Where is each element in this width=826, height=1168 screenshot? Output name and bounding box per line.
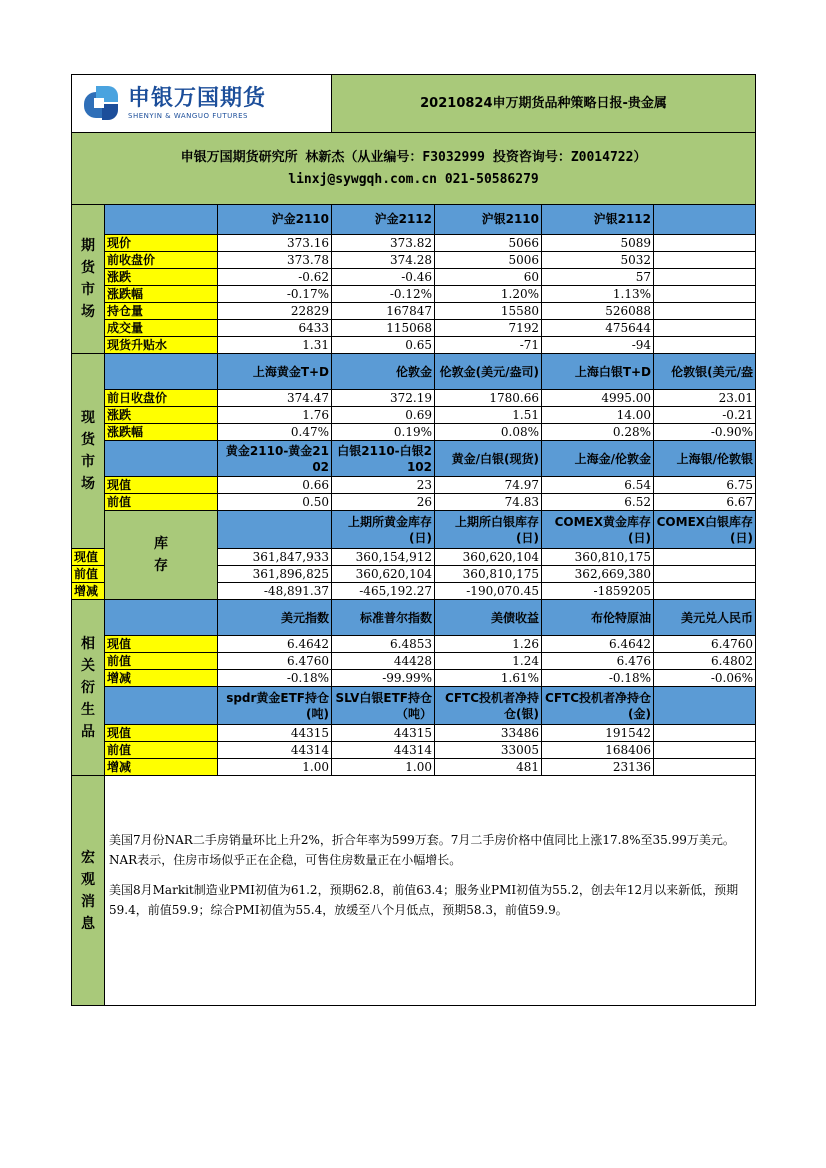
row-label: 前值 — [105, 653, 218, 670]
cell: 74.83 — [435, 494, 542, 511]
cell: 373.78 — [218, 252, 332, 269]
col-header: 沪金2110 — [218, 205, 332, 235]
cell: -0.90% — [654, 424, 756, 441]
news-paragraph: 美国7月份NAR二手房销量环比上升2%，折合年率为599万套。7月二手房价格中值同比上涨17.8%至35.99万美元。NAR表示，住房市场似乎正在企稳，可售住房数量正在小幅增长。 — [109, 833, 735, 867]
cell: -99.99% — [332, 670, 435, 687]
cell: 33005 — [435, 742, 542, 759]
row-label: 增减 — [105, 759, 218, 776]
cell: 1780.66 — [435, 390, 542, 407]
col-header: spdr黄金ETF持仓(吨) — [218, 687, 332, 725]
cell: 14.00 — [542, 407, 654, 424]
cell: 6.4642 — [218, 636, 332, 653]
row-label: 前值 — [105, 742, 218, 759]
cell: 33486 — [435, 725, 542, 742]
col-header: 上海白银T+D — [542, 354, 654, 390]
row-label: 前收盘价 — [105, 252, 218, 269]
logo-mark-icon — [82, 84, 122, 124]
cell: 57 — [542, 269, 654, 286]
cell: 373.16 — [218, 235, 332, 252]
cell: 22829 — [218, 303, 332, 320]
cell: 0.08% — [435, 424, 542, 441]
col-header: 美元指数 — [218, 600, 332, 636]
corner-cell — [218, 511, 332, 549]
cell: -0.21 — [654, 407, 756, 424]
cell — [654, 583, 756, 600]
section-spot: 现货市场 — [72, 354, 105, 549]
col-header: COMEX黄金库存(日) — [542, 511, 654, 549]
cell: -1859205 — [542, 583, 654, 600]
cell: 1.24 — [435, 653, 542, 670]
row-label: 成交量 — [105, 320, 218, 337]
col-header: 伦敦金 — [332, 354, 435, 390]
cell: 360,620,104 — [435, 549, 542, 566]
col-header: 白银2110-白银2102 — [332, 441, 435, 477]
section-macro: 宏观消息 — [72, 776, 105, 1006]
cell: 26 — [332, 494, 435, 511]
cell: -0.12% — [332, 286, 435, 303]
cell — [654, 235, 756, 252]
cell: -0.18% — [542, 670, 654, 687]
row-label: 现值 — [105, 477, 218, 494]
cell — [654, 269, 756, 286]
cell: 6.4760 — [218, 653, 332, 670]
cell: 6433 — [218, 320, 332, 337]
col-header: 沪银2112 — [542, 205, 654, 235]
cell: 374.47 — [218, 390, 332, 407]
row-label: 现货升贴水 — [105, 337, 218, 354]
cell: 6.54 — [542, 477, 654, 494]
col-header: SLV白银ETF持仓（吨） — [332, 687, 435, 725]
cell: 0.69 — [332, 407, 435, 424]
col-header: 美债收益 — [435, 600, 542, 636]
cell: 0.19% — [332, 424, 435, 441]
cell: 481 — [435, 759, 542, 776]
cell: 191542 — [542, 725, 654, 742]
cell: 1.51 — [435, 407, 542, 424]
row-label: 涨跌 — [105, 407, 218, 424]
row-label: 现价 — [105, 235, 218, 252]
cell: 526088 — [542, 303, 654, 320]
cell: 1.61% — [435, 670, 542, 687]
cell: 1.20% — [435, 286, 542, 303]
col-header: COMEX白银库存(日) — [654, 511, 756, 549]
author-line: 申银万国期货研究所 林新杰（从业编号：F3032999 投资咨询号：Z0014722） — [180, 149, 647, 165]
cell: 1.00 — [218, 759, 332, 776]
section-futures: 期货市场 — [72, 205, 105, 354]
author-info — [72, 133, 756, 205]
col-header: CFTC投机者净持仓(银) — [435, 687, 542, 725]
row-label: 现值 — [72, 549, 105, 566]
cell: 6.4853 — [332, 636, 435, 653]
row-label: 增减 — [105, 670, 218, 687]
cell: -0.62 — [218, 269, 332, 286]
cell: 362,669,380 — [542, 566, 654, 583]
cell: 0.28% — [542, 424, 654, 441]
logo-cell — [72, 75, 332, 133]
col-header — [654, 687, 756, 725]
logo-chinese-text: 申银万国期货 — [128, 85, 267, 111]
cell: 168406 — [542, 742, 654, 759]
row-label: 现值 — [105, 636, 218, 653]
cell: 6.75 — [654, 477, 756, 494]
cell: 7192 — [435, 320, 542, 337]
section-inventory: 库存 — [105, 511, 218, 600]
col-header: 上期所白银库存(日) — [435, 511, 542, 549]
corner-cell — [105, 600, 218, 636]
cell: -465,192.27 — [332, 583, 435, 600]
cell: 23 — [332, 477, 435, 494]
col-header: 沪银2110 — [435, 205, 542, 235]
row-label: 涨跌幅 — [105, 286, 218, 303]
cell — [654, 742, 756, 759]
cell: 44314 — [218, 742, 332, 759]
report-title: 20210824申万期货品种策略日报-贵金属 — [332, 75, 756, 133]
col-header: 上海银/伦敦银 — [654, 441, 756, 477]
cell: -0.17% — [218, 286, 332, 303]
cell: 0.50 — [218, 494, 332, 511]
row-label: 现值 — [105, 725, 218, 742]
row-label: 涨跌幅 — [105, 424, 218, 441]
cell: 360,154,912 — [332, 549, 435, 566]
col-header: 伦敦金(美元/盎司) — [435, 354, 542, 390]
cell: 4995.00 — [542, 390, 654, 407]
cell: 5032 — [542, 252, 654, 269]
cell: 5089 — [542, 235, 654, 252]
col-header: 沪金2112 — [332, 205, 435, 235]
col-header: 标准普尔指数 — [332, 600, 435, 636]
corner-cell — [105, 441, 218, 477]
cell: 1.13% — [542, 286, 654, 303]
company-logo — [72, 76, 331, 132]
row-label: 涨跌 — [105, 269, 218, 286]
macro-news — [105, 776, 756, 1006]
section-derivatives: 相关衍生品 — [72, 600, 105, 776]
col-header: 黄金/白银(现货) — [435, 441, 542, 477]
cell: 44315 — [218, 725, 332, 742]
cell: -190,070.45 — [435, 583, 542, 600]
cell: 1.00 — [332, 759, 435, 776]
row-label: 前值 — [105, 494, 218, 511]
cell — [654, 252, 756, 269]
corner-cell — [105, 205, 218, 235]
cell — [654, 286, 756, 303]
cell: 74.97 — [435, 477, 542, 494]
cell: 23.01 — [654, 390, 756, 407]
cell: 360,620,104 — [332, 566, 435, 583]
cell — [654, 566, 756, 583]
logo-english-text: SHENYIN & WANGUO FUTURES — [128, 111, 248, 120]
cell — [654, 759, 756, 776]
cell: 1.26 — [435, 636, 542, 653]
cell — [654, 303, 756, 320]
cell — [654, 725, 756, 742]
corner-cell — [105, 687, 218, 725]
cell: 6.67 — [654, 494, 756, 511]
corner-cell — [105, 354, 218, 390]
cell: -0.18% — [218, 670, 332, 687]
col-header: 黄金2110-黄金2102 — [218, 441, 332, 477]
cell: 44315 — [332, 725, 435, 742]
cell — [654, 549, 756, 566]
cell: 0.47% — [218, 424, 332, 441]
cell: 360,810,175 — [542, 549, 654, 566]
cell: 5066 — [435, 235, 542, 252]
col-header — [654, 205, 756, 235]
cell: 372.19 — [332, 390, 435, 407]
row-label: 增减 — [72, 583, 105, 600]
cell: -71 — [435, 337, 542, 354]
cell: -0.46 — [332, 269, 435, 286]
cell: 6.4642 — [542, 636, 654, 653]
col-header: 上海黄金T+D — [218, 354, 332, 390]
cell: 475644 — [542, 320, 654, 337]
cell: 360,810,175 — [435, 566, 542, 583]
cell: 6.4802 — [654, 653, 756, 670]
cell: -94 — [542, 337, 654, 354]
col-header: 上海金/伦敦金 — [542, 441, 654, 477]
cell: 0.66 — [218, 477, 332, 494]
cell: 44314 — [332, 742, 435, 759]
contact-line: linxj@sywgqh.com.cn 021-50586279 — [288, 171, 539, 187]
cell: 6.4760 — [654, 636, 756, 653]
col-header: 上期所黄金库存(日) — [332, 511, 435, 549]
cell: 60 — [435, 269, 542, 286]
cell: 1.76 — [218, 407, 332, 424]
news-paragraph: 美国8月Markit制造业PMI初值为61.2，预期62.8，前值63.4；服务业PMI初值为55.2，创去年12月以来新低，预期59.4，前值59.9；综合PMI初值为55.4，放缓至八个月低点，预期58.3，前值59.9。 — [109, 883, 739, 917]
col-header: 伦敦银(美元/盎 — [654, 354, 756, 390]
col-header: 布伦特原油 — [542, 600, 654, 636]
cell: 167847 — [332, 303, 435, 320]
cell — [654, 320, 756, 337]
cell: 361,847,933 — [218, 549, 332, 566]
row-label: 持仓量 — [105, 303, 218, 320]
cell: -48,891.37 — [218, 583, 332, 600]
row-label: 前日收盘价 — [105, 390, 218, 407]
cell: 361,896,825 — [218, 566, 332, 583]
cell: -0.06% — [654, 670, 756, 687]
cell: 115068 — [332, 320, 435, 337]
cell: 374.28 — [332, 252, 435, 269]
cell: 5006 — [435, 252, 542, 269]
cell: 373.82 — [332, 235, 435, 252]
cell: 6.476 — [542, 653, 654, 670]
cell: 44428 — [332, 653, 435, 670]
cell: 6.52 — [542, 494, 654, 511]
col-header: CFTC投机者净持仓(金) — [542, 687, 654, 725]
col-header: 美元兑人民币 — [654, 600, 756, 636]
row-label: 前值 — [72, 566, 105, 583]
cell — [654, 337, 756, 354]
cell: 23136 — [542, 759, 654, 776]
cell: 0.65 — [332, 337, 435, 354]
report-sheet — [71, 74, 756, 1006]
cell: 1.31 — [218, 337, 332, 354]
cell: 15580 — [435, 303, 542, 320]
